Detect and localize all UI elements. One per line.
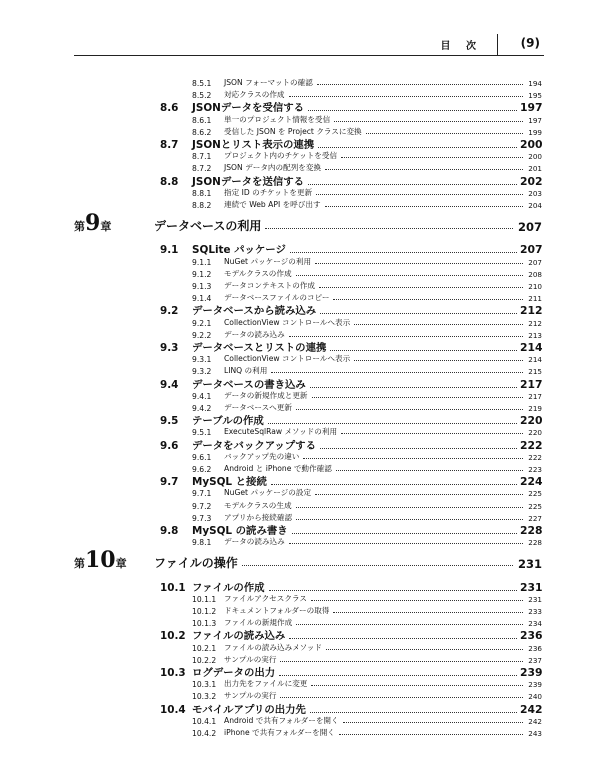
toc-title: ファイルアクセスクラス — [224, 593, 307, 603]
toc-page-number: 227 — [528, 513, 542, 523]
header-page-number: (9) — [520, 36, 540, 50]
toc-title: 指定 ID のチケットを更新 — [224, 187, 313, 197]
toc-page-number: 228 — [520, 524, 543, 537]
toc-title: SQLite パッケージ — [192, 244, 286, 257]
toc-title: NuGet パッケージの利用 — [224, 256, 312, 266]
toc-page-number: 211 — [528, 294, 542, 304]
toc-number: 9.2.2 — [192, 330, 212, 340]
dot-leader — [280, 697, 523, 698]
toc-page-number: 203 — [528, 188, 542, 198]
dot-leader — [289, 543, 523, 544]
toc-subsection[interactable] — [192, 389, 542, 401]
dot-leader — [320, 313, 517, 314]
toc-page-number: 204 — [528, 201, 542, 210]
toc-subsection[interactable] — [192, 113, 542, 125]
toc-title: ログデータの出力 — [192, 667, 276, 679]
toc-page-number: 231 — [528, 594, 542, 604]
toc-page-number: 236 — [520, 629, 543, 643]
toc-title: モバイルアプリの出力先 — [192, 703, 306, 716]
toc-subsection[interactable] — [192, 592, 542, 604]
dot-leader — [265, 228, 513, 229]
toc-number: 9.1.1 — [192, 257, 212, 267]
toc-title: 単一のプロジェクト情報を受信 — [224, 114, 331, 124]
toc-number: 9.6.1 — [192, 452, 212, 462]
toc-page-number: 210 — [528, 282, 542, 291]
toc-title: データベースへ更新 — [224, 403, 292, 412]
toc-title: JSONとリスト表示の連携 — [192, 139, 315, 151]
toc-title: MySQL と接続 — [192, 476, 267, 489]
toc-number: 9.1.2 — [192, 269, 212, 279]
toc-page-number: 225 — [528, 501, 542, 511]
toc-number: 9.2 — [160, 305, 179, 318]
toc-subsection[interactable] — [192, 677, 542, 689]
toc-subsection[interactable] — [192, 511, 542, 523]
toc-number: 9.7.3 — [192, 513, 212, 523]
toc-title: LINQ の利用 — [224, 366, 268, 376]
dot-leader — [308, 184, 517, 185]
toc-title: データベースとリストの連携 — [192, 342, 327, 354]
toc-number: 8.7.2 — [192, 164, 212, 174]
toc-chapter[interactable] — [74, 210, 542, 237]
dot-leader — [310, 712, 517, 713]
toc-number: 10.3 — [160, 667, 186, 679]
toc-page-number: 220 — [520, 414, 543, 428]
toc-title: JSON データ内の配列を変換 — [224, 163, 322, 173]
toc-page-number: 217 — [520, 377, 543, 391]
toc-title: データをバックアップする — [192, 439, 316, 452]
toc-page-number: 202 — [520, 174, 543, 188]
toc-number: 10.2 — [160, 630, 186, 643]
dot-leader — [296, 507, 523, 508]
toc-number: 9.7 — [160, 476, 179, 489]
toc-page-number: 234 — [528, 619, 542, 629]
toc-page-number: 208 — [528, 269, 542, 279]
toc-page-number: 195 — [528, 91, 542, 101]
toc-title: NuGet パッケージの設定 — [224, 488, 312, 498]
toc-number: 9.7.2 — [192, 501, 212, 511]
toc-page-number: 239 — [520, 666, 543, 679]
toc-title: データの読み込み — [224, 537, 285, 547]
toc-subsection[interactable] — [192, 499, 542, 511]
toc-title: 対応クラスの作成 — [224, 90, 285, 100]
chapter-suffix: 章 — [100, 220, 112, 234]
dot-leader — [289, 638, 517, 639]
toc-number: 8.6 — [160, 102, 179, 115]
dot-leader — [280, 661, 523, 662]
toc-number: 9.4.1 — [192, 391, 212, 401]
toc-page-number: 207 — [517, 220, 542, 235]
page-header — [74, 34, 544, 56]
dot-leader — [316, 194, 523, 195]
toc-page-number: 217 — [528, 391, 542, 401]
toc-number: 9.5.1 — [192, 428, 212, 438]
toc-page-number: 213 — [528, 330, 542, 340]
dot-leader — [296, 409, 523, 410]
dot-leader — [290, 252, 517, 253]
toc-title: JSONデータを受信する — [192, 102, 305, 115]
toc-title: Android と iPhone で動作確認 — [224, 464, 332, 473]
toc-number: 9.1.4 — [192, 294, 212, 304]
toc-title: ファイルの読み込み — [192, 630, 286, 643]
toc-subsection[interactable] — [192, 714, 542, 726]
toc-title: ファイルの読み込みメソッド — [224, 642, 322, 652]
toc-page-number: 243 — [528, 729, 542, 738]
toc-page-number: 201 — [528, 164, 542, 174]
dot-leader — [268, 423, 517, 424]
dot-leader — [336, 470, 523, 471]
dot-leader — [339, 734, 523, 735]
dot-leader — [315, 263, 523, 264]
toc-title: CollectionView コントロールへ表示 — [224, 354, 351, 364]
toc-number: 10.1.2 — [192, 607, 217, 616]
toc-number: 9.8.1 — [192, 538, 212, 548]
toc-subsection[interactable] — [192, 76, 542, 88]
toc-page-number: 207 — [528, 257, 542, 267]
toc-page-number: 222 — [528, 452, 542, 462]
toc-page-number: 220 — [528, 428, 542, 438]
dot-leader — [320, 448, 517, 449]
toc-title: JSON フォーマットの確認 — [224, 78, 313, 87]
toc-subsection[interactable] — [192, 352, 542, 364]
dot-leader — [296, 519, 523, 520]
toc-number: 9.3 — [160, 342, 179, 354]
dot-leader — [303, 458, 523, 459]
toc-page-number: 200 — [520, 138, 543, 151]
toc-subsection[interactable] — [192, 364, 542, 376]
toc-subsection[interactable] — [192, 450, 542, 462]
dot-leader — [319, 287, 523, 288]
toc-page-number: 199 — [528, 127, 542, 137]
toc-page-number: 228 — [528, 538, 542, 548]
toc-page-number: 223 — [528, 465, 542, 474]
dot-leader — [317, 84, 523, 85]
toc-number: 8.6.1 — [192, 115, 212, 125]
toc-title: CollectionView コントロールへ表示 — [224, 317, 351, 327]
toc-page-number: 242 — [520, 702, 543, 716]
chapter-number: 9 — [85, 210, 101, 237]
dot-leader — [311, 685, 523, 686]
toc-title: ファイルの操作 — [154, 556, 238, 571]
dot-leader — [296, 275, 523, 276]
dot-leader — [354, 324, 523, 325]
toc-subsection[interactable] — [192, 279, 542, 291]
toc-title: MySQL の読み書き — [192, 525, 288, 537]
toc-number: 8.8 — [160, 175, 179, 188]
toc-title: データベースの利用 — [154, 219, 262, 234]
toc-title: データベースから読み込み — [192, 305, 317, 318]
toc-number: 9.6.2 — [192, 465, 212, 474]
dot-leader — [334, 121, 523, 122]
toc-title: 出力先をファイルに変更 — [224, 679, 308, 689]
toc-page-number: 222 — [520, 438, 543, 452]
dot-leader — [311, 600, 523, 601]
dot-leader — [318, 147, 517, 148]
toc-page-number: 242 — [528, 716, 542, 726]
toc-chapter[interactable] — [74, 547, 542, 574]
toc-number: 8.5.2 — [192, 91, 212, 101]
dot-leader — [326, 649, 523, 650]
toc-subsection[interactable] — [192, 425, 542, 437]
toc-number: 8.5.1 — [192, 79, 212, 88]
chapter-prefix: 第 — [74, 220, 85, 234]
toc-number: 9.3.2 — [192, 367, 212, 377]
chapter-number: 10 — [85, 547, 116, 574]
toc-number: 10.1.1 — [192, 594, 217, 604]
dot-leader — [271, 372, 523, 373]
dot-leader — [308, 110, 517, 111]
toc-subsection[interactable] — [192, 535, 542, 547]
toc-page-number: 237 — [528, 655, 542, 665]
dot-leader — [289, 336, 523, 337]
dot-leader — [343, 722, 523, 723]
toc-subsection[interactable] — [192, 291, 542, 303]
toc-title: JSONデータを送信する — [192, 175, 305, 188]
toc-title: プロジェクト内のチケットを受信 — [224, 151, 338, 161]
toc-title: サンプルの実行 — [224, 654, 277, 664]
dot-leader — [325, 206, 523, 207]
toc-title: 連続で Web API を呼び出す — [224, 200, 321, 209]
toc-subsection[interactable] — [192, 486, 542, 498]
toc-title: ファイルの新規作成 — [224, 618, 293, 628]
toc-number: 8.8.2 — [192, 201, 212, 210]
toc-number: 9.1.3 — [192, 282, 212, 291]
toc-number: 9.8 — [160, 525, 179, 537]
toc-subsection[interactable] — [192, 616, 542, 628]
toc-number: 8.7.1 — [192, 152, 212, 162]
dot-leader — [325, 169, 523, 170]
toc-subsection[interactable] — [192, 267, 542, 279]
chapter-suffix: 章 — [115, 557, 127, 571]
toc-number: 9.6 — [160, 439, 179, 452]
toc-subsection[interactable] — [192, 88, 542, 100]
toc-number: 10.2.1 — [192, 643, 217, 653]
toc-page-number: 240 — [528, 692, 542, 702]
dot-leader — [333, 299, 523, 300]
toc-page-number: 231 — [517, 557, 542, 572]
toc-number: 9.4 — [160, 378, 179, 391]
dot-leader — [289, 96, 523, 97]
toc-title: データコンテキストの作成 — [224, 281, 315, 290]
toc-title: バックアップ先の違い — [224, 451, 300, 461]
toc-title: アプリから接続確認 — [224, 512, 293, 522]
dot-leader — [271, 484, 517, 485]
toc-page-number: 212 — [520, 304, 543, 318]
toc-subsection[interactable] — [192, 149, 542, 161]
toc-subsection[interactable] — [192, 653, 542, 665]
dot-leader — [341, 433, 523, 434]
toc-subsection[interactable] — [192, 255, 542, 267]
toc-number: 10.3.1 — [192, 680, 217, 690]
toc-title: Android で共有フォルダーを開く — [224, 715, 339, 725]
toc-subsection[interactable] — [192, 641, 542, 653]
toc-page-number: 215 — [528, 367, 542, 377]
header-rule — [74, 55, 544, 56]
toc-number: 10.4.2 — [192, 729, 217, 738]
toc-number: 10.4.1 — [192, 716, 217, 726]
toc-number: 10.3.2 — [192, 692, 217, 702]
dot-leader — [315, 494, 523, 495]
toc-subsection[interactable] — [192, 161, 542, 173]
toc-subsection[interactable] — [192, 125, 542, 137]
toc-number: 9.2.1 — [192, 318, 212, 328]
toc-title: モデルクラスの生成 — [224, 500, 292, 510]
toc-subsection[interactable] — [192, 198, 542, 210]
chapter-prefix: 第 — [74, 557, 85, 571]
toc-number: 9.7.1 — [192, 489, 212, 499]
toc-page-number: 207 — [520, 243, 543, 257]
dot-leader — [354, 360, 523, 361]
toc-page-number: 236 — [528, 643, 542, 653]
toc-number: 10.4 — [160, 703, 186, 716]
toc-title: サンプルの実行 — [224, 691, 277, 701]
toc-page-number: 231 — [520, 580, 543, 594]
toc-title: モデルクラスの作成 — [224, 268, 292, 278]
toc-title: ExecuteSqlRaw メソッドの利用 — [224, 427, 338, 437]
dot-leader — [296, 624, 523, 625]
toc-title: iPhone で共有フォルダーを開く — [224, 728, 335, 737]
dot-leader — [242, 565, 513, 566]
toc-subsection[interactable] — [192, 604, 542, 616]
toc-title: ドキュメントフォルダーの取得 — [224, 606, 330, 615]
toc-page-number: 225 — [528, 489, 542, 499]
dot-leader — [279, 675, 517, 676]
dot-leader — [269, 590, 517, 591]
header-divider — [497, 34, 498, 56]
toc-number: 10.2.2 — [192, 655, 217, 665]
toc-number: 8.7 — [160, 139, 179, 151]
toc-title: テーブルの作成 — [192, 415, 264, 428]
toc-subsection[interactable] — [192, 401, 542, 413]
toc-subsection[interactable] — [192, 328, 542, 340]
toc-title: ファイルの作成 — [192, 581, 265, 594]
toc-title: データの読み込み — [224, 329, 285, 339]
dot-leader — [366, 133, 523, 134]
toc-number: 9.5 — [160, 415, 179, 428]
toc-number — [74, 547, 154, 574]
toc-number — [74, 210, 154, 237]
toc-subsection[interactable] — [192, 689, 542, 701]
toc-title: データの新規作成と更新 — [224, 390, 308, 400]
toc-number: 10.1.3 — [192, 619, 217, 629]
dot-leader — [312, 397, 523, 398]
toc-number: 9.1 — [160, 244, 179, 257]
toc-page-number: 212 — [528, 318, 542, 328]
toc-page-number: 214 — [520, 341, 543, 354]
toc-title: 受信した JSON を Project クラスに変換 — [224, 126, 362, 136]
toc-subsection[interactable] — [192, 462, 542, 474]
toc-page-number: 224 — [520, 475, 543, 489]
dot-leader — [330, 350, 517, 351]
dot-leader — [333, 612, 523, 613]
toc-number: 9.4.2 — [192, 404, 212, 413]
toc-subsection[interactable] — [192, 316, 542, 328]
dot-leader — [341, 157, 523, 158]
toc-page-number: 197 — [528, 115, 542, 125]
toc-number: 9.3.1 — [192, 355, 212, 365]
toc-page-number: 233 — [528, 607, 542, 616]
toc-number: 10.1 — [160, 581, 186, 594]
toc-page-number: 239 — [528, 680, 542, 690]
dot-leader — [292, 533, 517, 534]
dot-leader — [310, 387, 517, 388]
toc-subsection[interactable] — [192, 186, 542, 198]
toc-page-number: 194 — [528, 79, 542, 88]
toc-title: データベースファイルのコピー — [224, 293, 330, 303]
toc-number: 8.6.2 — [192, 127, 212, 137]
toc-page-number: 200 — [528, 152, 542, 162]
toc-number: 8.8.1 — [192, 188, 212, 198]
toc-subsection[interactable] — [192, 726, 542, 738]
header-title: 目 次 — [440, 41, 482, 52]
toc-page-number: 219 — [528, 404, 542, 413]
toc-page-number: 197 — [520, 101, 543, 115]
toc-title: データベースの書き込み — [192, 378, 306, 391]
toc-page-number: 214 — [528, 355, 542, 365]
